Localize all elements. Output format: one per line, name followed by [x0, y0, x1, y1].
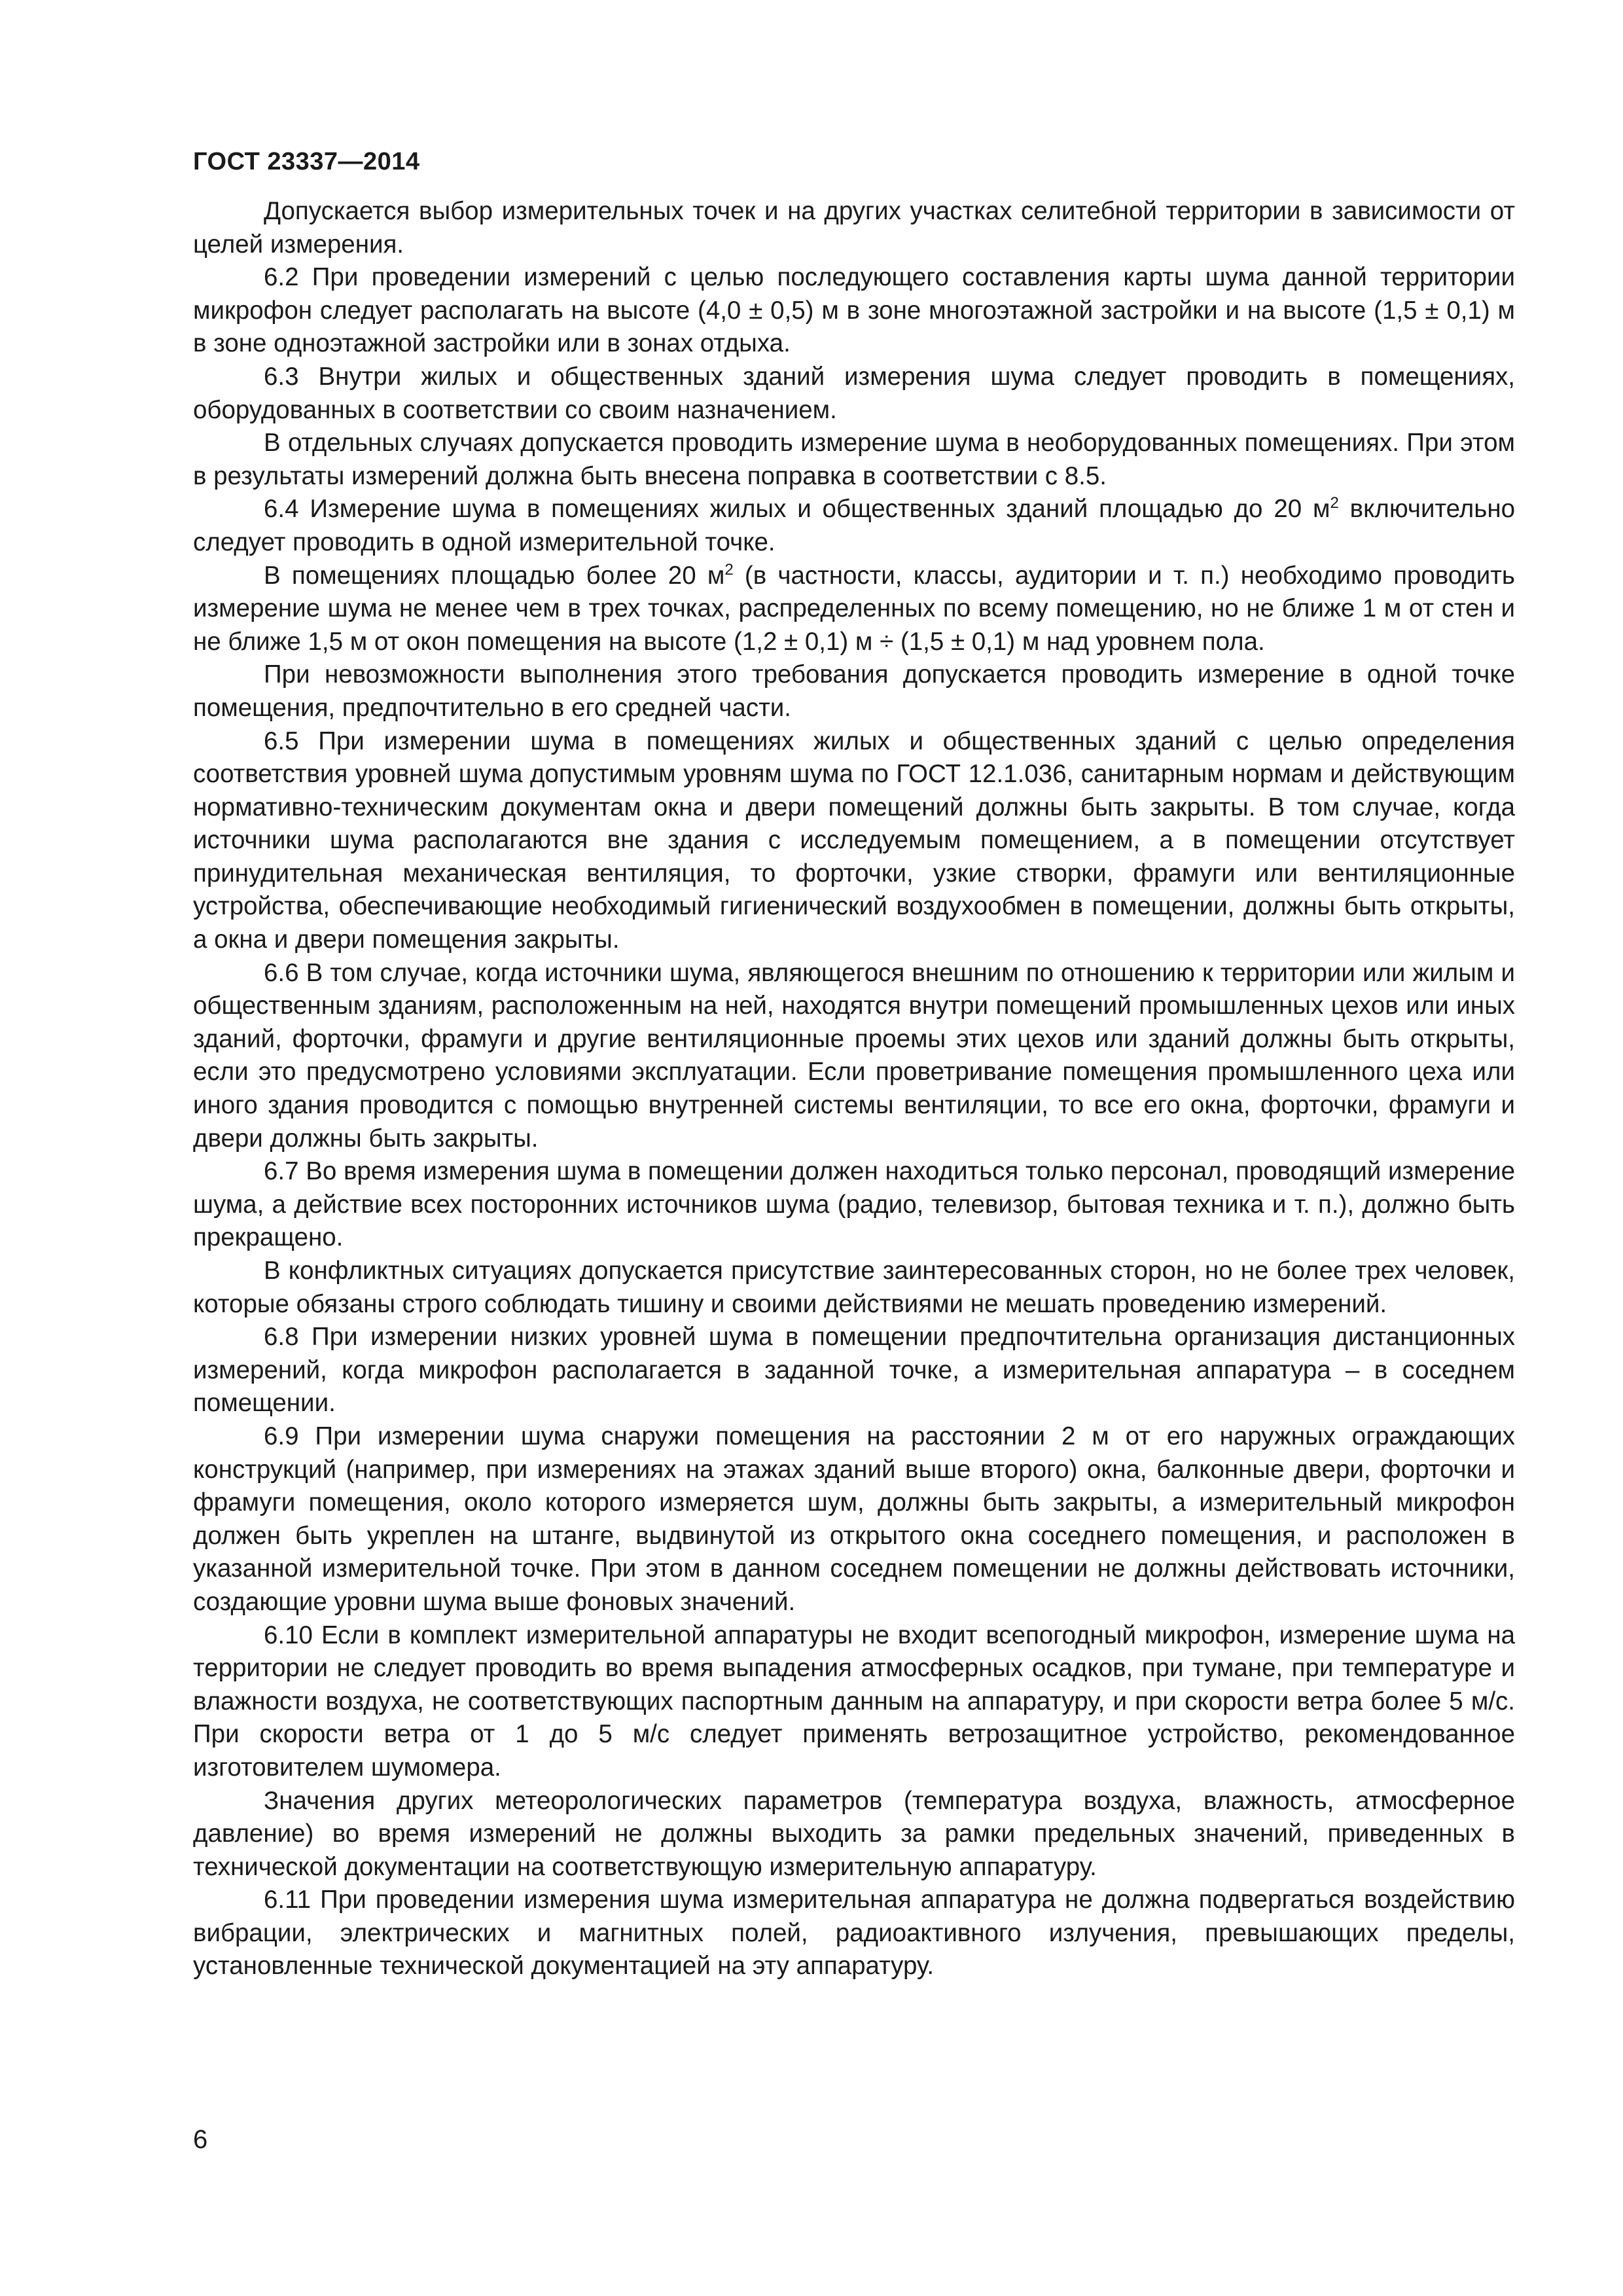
superscript-square: 2 [1330, 494, 1339, 512]
paragraph-6-10: 6.10 Если в комплект измерительной аппаратуры не входит всепогодный микрофон, измерение шума на территории не следует проводить во время выпадения атмосферных осадков, при тумане, при температуре и влажности воздуха, не соответствующих паспортным данным на аппаратуру, и при скорости ветра более 5 м/с. При скорости ветра от 1 до 5 м/с следует применять ветрозащитное устройство, рекомендованное изготовителем шумомера. [193, 1621, 1515, 1782]
paragraph-6-4-exception: При невозможности выполнения этого требования допускается проводить измерение в одной точке помещения, предпочтительно в его средней части. [193, 660, 1515, 722]
superscript-square: 2 [724, 560, 734, 579]
paragraph-6-6: 6.6 В том случае, когда источники шума, являющегося внешним по отношению к территории или жилым и общественным зданиям, расположенным на ней, находятся внутри помещений промышленных цехов или иных зданий, форточки, фрамуги и другие вентиляционные проемы этих цехов или зданий должны быть открыты, если это предусмотрено условиями эксплуатации. Если проветривание помещения промышленного цеха или иного здания проводится с помощью внутренней системы вентиляции, то все его окна, форточки, фрамуги и двери должны быть закрыты. [193, 958, 1515, 1153]
paragraph-6-7-conflict: В конфликтных ситуациях допускается присутствие заинтересованных сторон, но не более трех человек, которые обязаны строго соблюдать тишину и своими действиями не мешать проведению измерений. [193, 1257, 1515, 1318]
paragraph-6-3: 6.3 Внутри жилых и общественных зданий измерения шума следует проводить в помещениях, оборудованных в соответствии со своим назначением. [193, 362, 1515, 424]
document-header: ГОСТ 23337—2014 [193, 148, 420, 175]
document-body [193, 195, 1515, 1983]
paragraph-6-4-text-end: включительно следует проводить в одной измерительной точке. [193, 495, 1515, 556]
paragraph-large-rooms-text-start: В помещениях площадью более 20 м [264, 561, 725, 590]
paragraph-large-rooms-text-end: (в частности, классы, аудитории и т. п.) необходимо проводить измерение шума не менее чем в трех точках, распределенных по всему помещению, но не ближе 1 м от стен и не ближе 1,5 м от окон помещения на высоте (1,2 ± 0,1) м ÷ (1,5 ± 0,1) м над уровнем пола. [193, 561, 1515, 656]
paragraph-6-3-note: В отдельных случаях допускается проводить измерение шума в необорудованных помещениях. При этом в результаты измерений должна быть внесена поправка в соответствии с 8.5. [193, 429, 1515, 490]
page-number: 6 [193, 2125, 208, 2154]
paragraph-6-7: 6.7 Во время измерения шума в помещении должен находиться только персонал, проводящий измерение шума, а действие всех посторонних источников шума (радио, телевизор, бытовая техника и т. п.), должно быть прекращено. [193, 1157, 1515, 1252]
paragraph-6-9: 6.9 При измерении шума снаружи помещения на расстоянии 2 м от его наружных ограждающих конструкций (например, при измерениях на этажах зданий выше второго) окна, балконные двери, форточки и фрамуги помещения, около которого измеряется шум, должны быть закрыты, а измерительный микрофон должен быть укреплен на штанге, выдвинутой из открытого окна соседнего помещения, и расположен в указанной измерительной точке. При этом в данном соседнем помещении не должны действовать источники, создающие уровни шума выше фоновых значений. [193, 1422, 1515, 1616]
paragraph-6-10-meteo: Значения других метеорологических параметров (температура воздуха, влажность, атмосферное давление) во время измерений не должны выходить за рамки предельных значений, приведенных в технической документации на соответствующую измерительную аппаратуру. [193, 1786, 1515, 1881]
paragraph-6-2: 6.2 При проведении измерений с целью последующего составления карты шума данной территории микрофон следует располагать на высоте (4,0 ± 0,5) м в зоне многоэтажной застройки и на высоте (1,5 ± 0,1) м в зоне одноэтажной застройки или в зонах отдыха. [193, 263, 1515, 358]
paragraph-6-11: 6.11 При проведении измерения шума измерительная аппаратура не должна подвергаться воздействию вибрации, электрических и магнитных полей, радиоактивного излучения, превышающих пределы, установленные технической документацией на эту аппаратуру. [193, 1886, 1515, 1981]
paragraph-6-1-continuation: Допускается выбор измерительных точек и на других участках селитебной территории в зависимости от целей измерения. [193, 197, 1515, 259]
paragraph-6-8: 6.8 При измерении низких уровней шума в помещении предпочтительна организация дистанционных измерений, когда микрофон располагается в заданной точке, а измерительная аппаратура – в соседнем помещении. [193, 1323, 1515, 1418]
paragraph-6-5: 6.5 При измерении шума в помещениях жилых и общественных зданий с целью определения соответствия уровней шума допустимым уровням шума по ГОСТ 12.1.036, санитарным нормам и действующим нормативно-техническим документам окна и двери помещений должны быть закрыты. В том случае, когда источники шума располагаются вне здания с исследуемым помещением, а в помещении отсутствует принудительная механическая вентиляция, то форточки, узкие створки, фрамуги или вентиляционные устройства, обеспечивающие необходимый гигиенический воздухообмен в помещении, должны быть открыты, а окна и двери помещения закрыты. [193, 726, 1515, 954]
paragraph-6-4-large-rooms [193, 560, 1515, 659]
paragraph-6-4 [193, 493, 1515, 559]
paragraph-6-4-text-start: 6.4 Измерение шума в помещениях жилых и общественных зданий площадью до 20 м [264, 495, 1330, 524]
